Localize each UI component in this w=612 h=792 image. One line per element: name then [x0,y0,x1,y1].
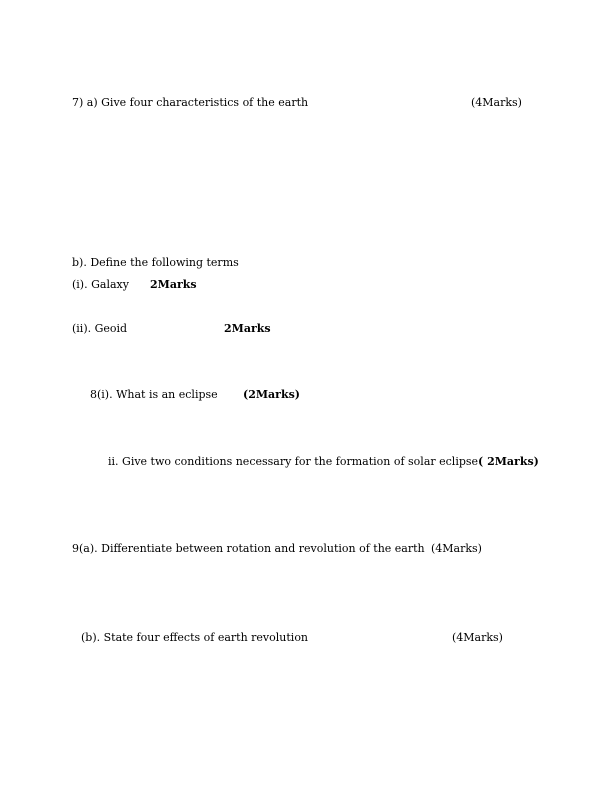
question-7a-text: 7) a) Give four characteristics of the earth [72,96,309,109]
question-9b-marks: (4Marks) [452,631,503,644]
question-7b-text: b). Define the following terms [72,256,239,269]
question-8ii-marks: ( 2Marks) [478,455,539,468]
question-8ii-prompt: ii. Give two conditions necessary for the formation of solar eclipse [108,455,479,468]
question-7b-i-marks: 2Marks [150,278,197,291]
question-7b-i-text: (i). Galaxy [72,278,129,291]
question-7b-ii-marks: 2Marks [224,322,271,335]
question-8ii-text [108,455,539,468]
question-8i-text: 8(i). What is an eclipse [90,388,218,401]
question-9a-text: 9(a). Differentiate between rotation and revolution of the earth [72,542,425,555]
question-9a-marks: (4Marks) [431,542,482,555]
question-7a-marks: (4Marks) [471,96,522,109]
question-9b-text: (b). State four effects of earth revolution [81,631,309,644]
question-8i-marks: (2Marks) [243,388,300,401]
question-7b-ii-text: (ii). Geoid [72,322,128,335]
